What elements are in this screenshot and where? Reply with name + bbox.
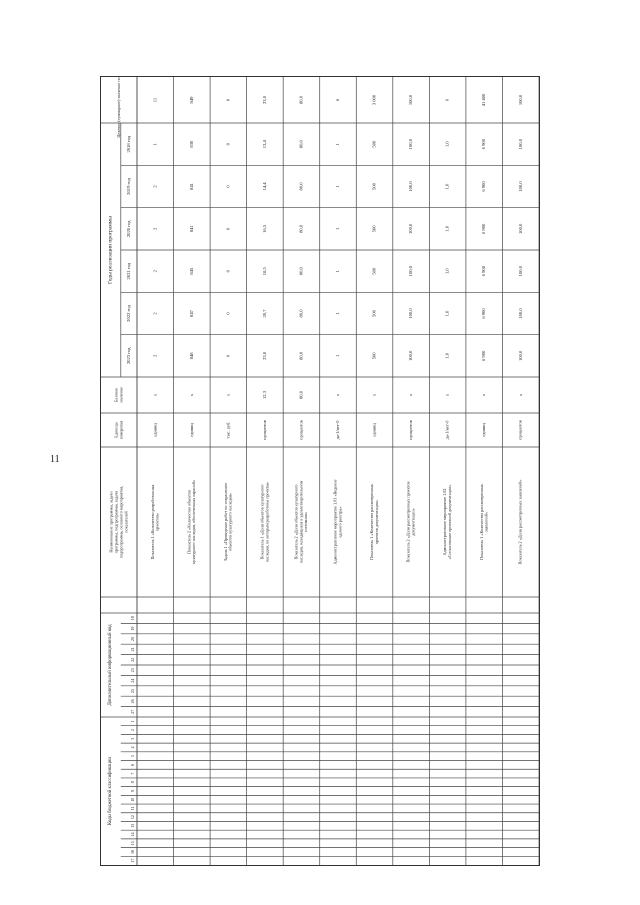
row-year-value: 100,0 [408,265,414,277]
row-year-value: 0 [225,312,231,315]
row-year-value: 500 [371,140,377,148]
row-unit: процентов [408,420,414,440]
svg-text:Показатель 2 «Количество объек: Показатель 2 «Количество объектов [186,489,192,555]
row-year-value: 6 900 [481,181,487,192]
col-num-22: 22 [129,657,135,662]
row-target: 100,0 [408,94,414,106]
svg-text:значение: значение [118,387,124,403]
row-year-value: 23,0 [261,351,267,360]
row-target: 11 [152,97,158,103]
svg-text:Показатель 2 «Доля рассмотренн: Показатель 2 «Доля рассмотренных проектов [405,481,411,563]
row-base: х [152,393,158,397]
row-year-value: 100,0 [517,350,523,362]
svg-text:Единица: Единица [113,422,119,438]
row-year-value: 80,0 [298,182,304,191]
row-year-value: 18,5 [261,267,267,276]
svg-text:состоянии»: состоянии» [303,511,309,533]
row-year-value: 0 [225,185,231,188]
row-target: 0 [225,98,231,102]
row-target: 100,0 [517,94,523,106]
svg-text:Показатель 2 «Доля рассмотренн: Показатель 2 «Доля рассмотренных заявлений» [517,479,523,565]
row-target: 41 400 [481,93,487,107]
row-year-value: 6 900 [481,265,487,277]
row-year-value: 1,0 [444,352,450,359]
row-base: х [517,393,523,397]
row-year-value: 80,0 [298,309,304,318]
svg-text:Показатель 1 «Доля объектов ку: Показатель 1 «Доля объектов культурного [259,484,265,560]
svg-text:Показатель 1 «Количество рассм: Показатель 1 «Количество рассмотренных [478,484,484,560]
row-year-value: 500 [371,183,377,190]
target-header: Целевое (суммарное) значение показателя [115,77,121,138]
col-num-27: 27 [129,709,135,714]
row-year-value: 500 [371,352,377,360]
col-num-18: 18 [129,616,135,621]
row-target: 3 000 [371,94,377,106]
svg-text:Базовое: Базовое [113,388,119,402]
row-year-value: 2 [152,227,158,230]
unit-header [114,421,124,440]
row-year-value: 841 [188,225,194,233]
col-num-26: 26 [129,699,135,704]
row-year-value: 6 900 [481,138,487,150]
row-year-value: 847 [188,310,194,317]
svg-text:измерения: измерения [118,420,124,440]
row-year-value: 1 [335,185,341,188]
col-num-8: 8 [129,781,135,784]
extra-info-header: Дополнительный информационный код [108,624,114,706]
row-name [406,481,416,562]
row-year-value: 80,0 [298,140,304,149]
row-name [186,480,197,564]
row-name [294,480,309,563]
row-unit: да-1/нет-0 [444,420,450,440]
row-target: 849 [188,96,194,104]
row-year-value: 0 [225,270,231,273]
year-header-4: 2022 год [126,305,132,322]
row-base: х [335,393,341,397]
row-year-value: 100,0 [408,308,414,319]
col-num-15: 15 [129,841,135,846]
row-year-value: 2 [152,270,158,273]
row-unit: единиц [188,423,194,437]
col-num-7: 7 [129,772,135,775]
col-num-17: 17 [129,858,135,863]
row-base: 12,3 [261,390,267,400]
svg-text:проектов документации»: проектов документации» [373,499,379,545]
row-base: х [408,393,414,397]
row-year-value: 500 [371,267,377,275]
base-value-header [114,387,124,403]
svg-text:Показатель 2 «Доля объектов ку: Показатель 2 «Доля объектов культурного [293,484,299,560]
row-year-value: 1 [335,270,341,273]
row-year-value: 80,0 [298,224,304,233]
svg-text:Административное мероприятие 1: Административное мероприятие 1.01 «Ведение [332,479,338,565]
col-num-12: 12 [129,815,135,820]
row-year-value: 100,0 [517,308,523,319]
row-year-value: 1 [335,143,341,146]
row-year-value: 13,4 [261,140,267,149]
row-base: х [371,393,377,397]
svg-text:единого реестра»: единого реестра» [337,506,343,538]
svg-text:наследия, находящихся в удовле: наследия, находящихся в удовлетворительном [298,480,304,564]
col-num-1: 1 [129,720,135,723]
row-target: 6 [335,98,341,102]
col-num-23: 23 [129,668,135,673]
row-target: 23,0 [261,95,267,105]
svg-text:проектов»: проектов» [154,512,160,532]
row-name [333,479,343,564]
row-year-value: 1 [335,312,341,315]
col-num-6: 6 [129,763,135,766]
row-unit: процентов [261,420,267,440]
row-unit: процентов [298,420,304,440]
row-year-value: 0 [225,227,231,230]
row-name [150,484,160,560]
col-num-5: 5 [129,755,135,758]
row-year-value: 6 900 [481,350,487,362]
program-table-sheet [100,76,540,866]
row-base: х [444,393,450,397]
svg-text:программы, подпрограммы, задач: программы, подпрограммы, задачи [113,490,119,554]
row-year-value: 80,0 [298,267,304,276]
svg-text:Административное мероприятие 1: Административное мероприятие 1.02 [442,488,448,556]
row-name [223,483,233,561]
row-target: 6 [444,98,450,102]
row-name [369,483,379,560]
row-year-value: 830 [188,140,194,148]
row-year-value: 1,0 [444,183,450,190]
row-year-value: 1,0 [444,268,450,275]
col-num-19: 19 [129,626,135,631]
row-base: х [481,393,487,397]
col-num-14: 14 [129,832,135,837]
indicator-name-header [108,486,128,558]
col-num-24: 24 [129,678,135,683]
page-number: 11 [50,454,60,465]
col-num-20: 20 [129,637,135,641]
row-year-value: 1,0 [444,225,450,232]
row-year-value: 100,0 [408,223,414,235]
row-year-value: 80,0 [298,351,304,360]
row-base: х [225,393,231,397]
year-header-1: 2019 год [126,178,132,195]
row-year-value: 1 [335,354,341,357]
col-num-16: 16 [129,849,135,854]
col-num-4: 4 [129,746,135,749]
row-year-value: 100,0 [517,138,523,150]
row-year-value: 100,0 [517,265,523,277]
col-num-2: 2 [129,729,135,732]
row-year-value: 6 900 [481,308,487,319]
row-year-value: 16,5 [261,224,267,233]
svg-text:Наименование программы, задачи: Наименование программы, задачи [108,491,114,553]
years-group-header: Годы реализации программы [107,216,114,284]
row-year-value: 1 [335,227,341,230]
year-header-3: 2021 год [126,262,132,280]
row-year-value: 100,0 [408,350,414,362]
svg-text:подпрограммы, основного меропр: подпрограммы, основного мероприятия, [118,485,124,559]
row-year-value: 20,7 [261,309,267,318]
row-year-value: 0 [225,354,231,357]
col-num-3: 3 [129,737,135,740]
svg-text:объектов культурного наследия»: объектов культурного наследия» [227,492,233,552]
row-year-value: 14,4 [261,182,267,191]
svg-text:показателей: показателей [123,511,129,533]
col-num-21: 21 [129,647,135,652]
row-year-value: 1 [152,143,158,146]
row-year-value: 845 [188,267,194,275]
row-unit: процентов [517,420,523,440]
row-base: 80,0 [298,390,304,400]
col-num-10: 10 [129,797,135,802]
row-year-value: 0 [225,143,231,146]
svg-text:Показатель 1 «Количество рассм: Показатель 1 «Количество рассмотренных [369,484,375,560]
row-year-value: 100,0 [517,181,523,192]
year-header-5: 2023 год [126,347,132,365]
svg-text:наследия, по которым разработа: наследия, по которым разработаны проекты» [264,481,270,563]
row-unit: единиц [371,423,377,437]
row-year-value: 1,0 [444,310,450,317]
row-year-value: 841 [188,183,194,190]
row-year-value: 1,0 [444,141,450,148]
col-num-11: 11 [129,806,135,811]
row-target: 80,0 [298,95,304,105]
row-year-value: 500 [371,225,377,233]
row-unit: да-1/нет-0 [335,420,341,440]
year-header-0: 2018 год [126,135,132,153]
col-num-25: 25 [129,689,135,693]
codes-group-header: Коды бюджетной классификации [108,757,114,825]
row-name [518,479,523,564]
row-name [442,485,452,560]
col-num-13: 13 [129,823,135,828]
svg-text:Показатель 1 «Количество разра: Показатель 1 «Количество разработанных [149,484,155,560]
row-name [479,483,489,560]
svg-text:«Согласование проектной докуме: «Согласование проектной документации» [447,484,453,560]
year-header-2: 2020 год [126,220,132,238]
row-base: х [188,393,194,397]
rotated-program-table [101,77,539,865]
row-year-value: 848 [188,352,194,360]
row-year-value: 100,0 [517,223,523,235]
row-unit: тыс. руб. [225,421,231,439]
row-year-value: 100,0 [408,181,414,192]
svg-text:заявлений»: заявлений» [483,511,489,533]
row-year-value: 6 900 [481,223,487,235]
row-year-value: 2 [152,185,158,188]
row-unit: единиц [152,423,158,437]
col-num-9: 9 [129,790,135,792]
svg-text:культурного наследия, обеспече: культурного наследия, обеспеченных охраной» [191,479,197,565]
row-name [259,482,270,563]
row-year-value: 100,0 [408,138,414,150]
svg-text:документации»: документации» [410,508,416,536]
row-year-value: 2 [152,354,158,357]
row-year-value: 2 [152,312,158,315]
svg-text:Задача 1 «Проведение работ по: Задача 1 «Проведение работ по сохранению [222,482,228,562]
row-unit: единиц [481,423,487,437]
row-year-value: 500 [371,310,377,317]
